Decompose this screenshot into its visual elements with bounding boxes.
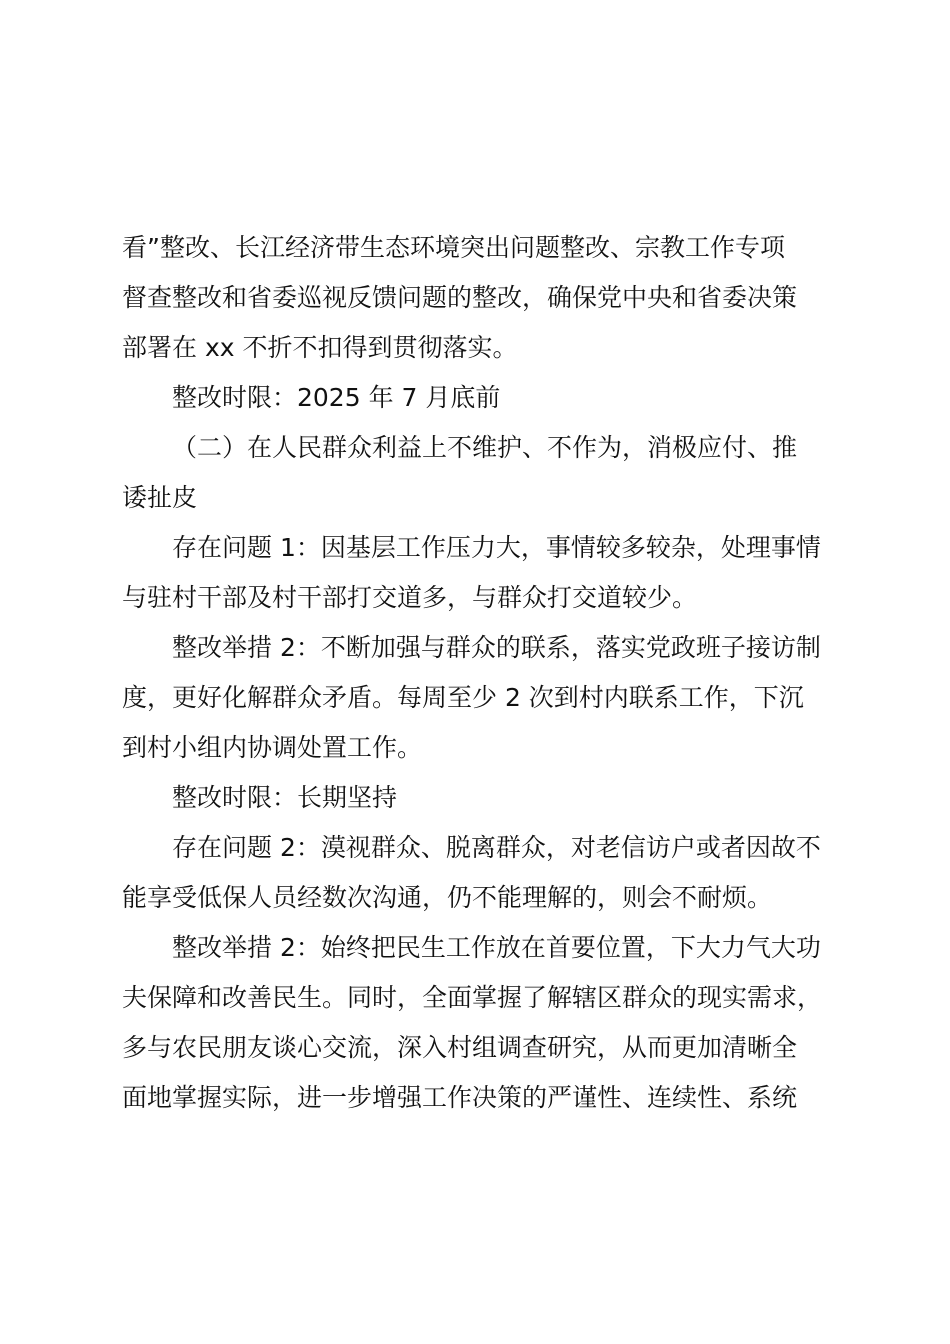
- section-heading-continued: 诿扯皮: [122, 483, 198, 512]
- problem-2-line: 能享受低保人员经数次沟通，仍不能理解的，则会不耐烦。: [122, 883, 773, 912]
- measure-2-line: 整改举措 2：始终把民生工作放在首要位置，下大力气大功: [172, 933, 821, 962]
- paragraph-line: 督查整改和省委巡视反馈问题的整改，确保党中央和省委决策: [122, 283, 798, 312]
- measure-line: 整改举措 2：不断加强与群众的联系，落实党政班子接访制: [172, 633, 821, 662]
- deadline-line: 整改时限：长期坚持: [172, 783, 398, 812]
- measure-2-line: 多与农民朋友谈心交流，深入村组调查研究，从而更加清晰全: [122, 1033, 798, 1062]
- document-body: [122, 223, 837, 1123]
- measure-line: 度，更好化解群众矛盾。每周至少 2 次到村内联系工作，下沉: [122, 683, 804, 712]
- measure-2-line: 夫保障和改善民生。同时，全面掌握了解辖区群众的现实需求，: [122, 983, 823, 1012]
- deadline-line: 整改时限：2025 年 7 月底前: [172, 383, 501, 412]
- problem-1-line: 与驻村干部及村干部打交道多，与群众打交道较少。: [122, 583, 698, 612]
- paragraph-line: 看”整改、长江经济带生态环境突出问题整改、宗教工作专项: [122, 233, 785, 262]
- problem-2-line: 存在问题 2：漠视群众、脱离群众，对老信访户或者因故不: [172, 833, 821, 862]
- problem-1-line: 存在问题 1：因基层工作压力大，事情较多较杂，处理事情: [172, 533, 821, 562]
- section-heading: （二）在人民群众利益上不维护、不作为，消极应付、推: [172, 433, 798, 462]
- measure-2-line: 面地掌握实际，进一步增强工作决策的严谨性、连续性、系统: [122, 1083, 798, 1112]
- measure-line: 到村小组内协调处置工作。: [122, 733, 423, 762]
- paragraph-line: 部署在 xx 不折不扣得到贯彻落实。: [122, 333, 518, 362]
